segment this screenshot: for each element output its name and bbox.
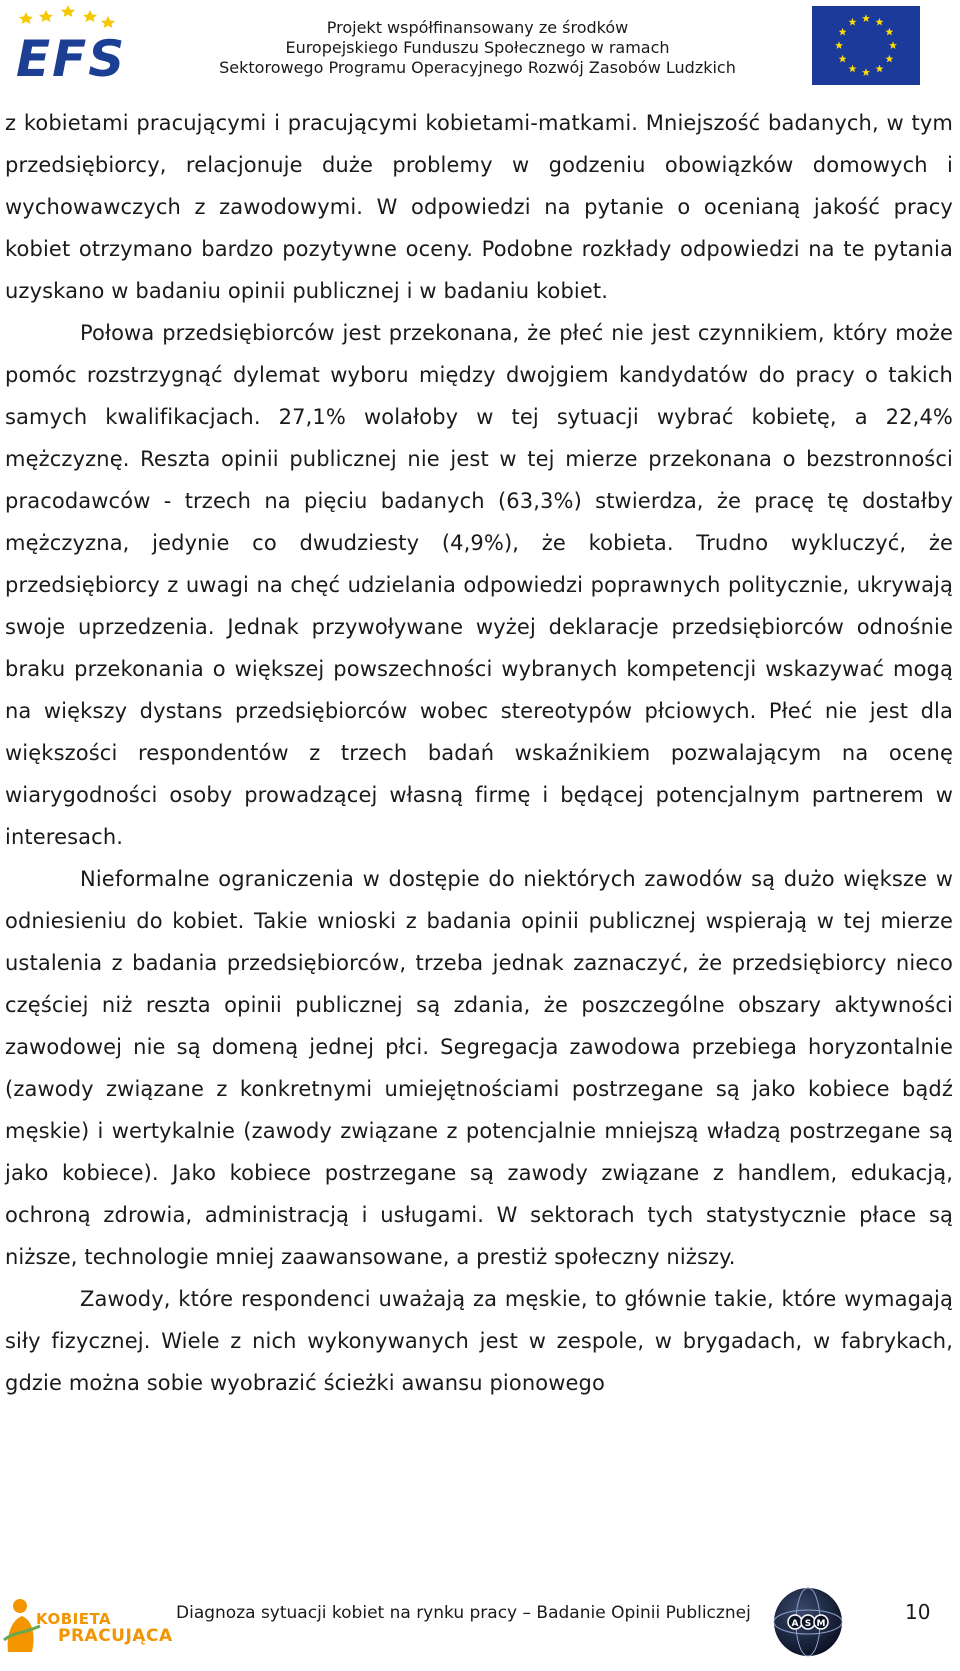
- asm-globe-icon: [772, 1586, 844, 1658]
- paragraph: z kobietami pracującymi i pracującymi kobietami-matkami. Mniejszość badanych, w tym przedsiębiorcy, relacjonuje duże problemy w godzeniu obowiązków domowych i wychowawczych z zawodowymi. W odpowiedzi na pytanie o ocenianą jakość pracy kobiet otrzymano bardzo pozytywne oceny. Podobne rozkłady odpowiedzi na te pytania uzyskano w badaniu opinii publicznej i w badaniu kobiet.: [5, 111, 953, 303]
- kp-logo-line2: PRACUJĄCA: [58, 1626, 173, 1646]
- page-number: 10: [905, 1600, 931, 1624]
- kobieta-pracujaca-logo: [2, 1596, 173, 1656]
- header-project-text: [190, 18, 765, 78]
- eu-star-icon: [862, 68, 870, 76]
- footer-title: Diagnoza sytuacji kobiet na rynku pracy – Badanie Opinii Publicznej: [176, 1603, 751, 1623]
- paragraph: Nieformalne ograniczenia w dostępie do niektórych zawodów są dużo większe w odniesieniu do kobiet. Takie wnioski z badania opinii publicznej wspierają w tej mierze ustalenia z badania przedsiębiorców, trzeba jednak zaznaczyć, że przedsiębiorcy nieco częściej niż reszta opinii publicznej są zdania, że poszczególne obszary aktywności zawodowej nie są domeną jednej płci. Segregacja zawodowa przebiega horyzontalnie (zawody związane z konkretnymi umiejętnościami postrzegane są jako kobiece bądź męskie) i wertykalnie (zawody związane z potencjalnie mniejszą władzą postrzegane są jako kobiece). Jako kobiece postrzegane są zawody związane z handlem, edukacją, ochroną zdrowia, administracją i usługami. W sektorach tych statystycznie płace są niższe, technologie mniej zaawansowane, a prestiż społeczny niższy.: [5, 867, 953, 1269]
- page-header: [0, 0, 960, 92]
- eu-star-icon: [839, 55, 847, 63]
- eu-star-icon: [835, 41, 843, 49]
- efs-logo-text: EFS: [16, 30, 127, 88]
- document-body: [5, 102, 953, 1404]
- efs-logo: [12, 4, 142, 86]
- kp-logo-line1: KOBIETA: [36, 1610, 112, 1628]
- paragraph: Zawody, które respondenci uważają za męskie, to głównie takie, które wymagają siły fizycznej. Wiele z nich wykonywanych jest w zespole, w brygadach, w fabrykach, gdzie można sobie wyobrazić ścieżki awansu pionowego: [5, 1287, 953, 1395]
- eu-star-icon: [862, 14, 870, 22]
- eu-star-icon: [839, 28, 847, 36]
- eu-flag-icon: [812, 6, 920, 85]
- eu-star-icon: [889, 41, 897, 49]
- header-line: Sektorowego Programu Operacyjnego Rozwój Zasobów Ludzkich: [219, 58, 736, 77]
- eu-star-icon: [876, 65, 884, 73]
- asm-letter: M: [816, 1619, 826, 1629]
- eu-star-icon: [849, 65, 857, 73]
- header-line: Projekt współfinansowany ze środków: [326, 18, 629, 37]
- asm-letter-a: A: [791, 1619, 799, 1629]
- header-line: Europejskiego Funduszu Społecznego w ramach: [285, 38, 670, 57]
- eu-star-icon: [885, 55, 893, 63]
- eu-star-icon: [849, 18, 857, 26]
- page-footer: [0, 1580, 960, 1671]
- asm-letter: S: [804, 1619, 812, 1629]
- eu-star-icon: [876, 18, 884, 26]
- eu-star-icon: [885, 28, 893, 36]
- paragraph: Połowa przedsiębiorców jest przekonana, że płeć nie jest czynnikiem, który może pomóc rozstrzygnąć dylemat wyboru między dwojgiem kandydatów do pracy o takich samych kwalifikacjach. 27,1% wolałoby w tej sytuacji wybrać kobietę, a 22,4% mężczyznę. Reszta opinii publicznej nie jest w tej mierze przekonana o bezstronności pracodawców - trzech na pięciu badanych (63,3%) stwierdza, że pracę tę dostałby mężczyzna, jedynie co dwudziesty (4,9%), że kobieta. Trudno wykluczyć, że przedsiębiorcy z uwagi na chęć udzielania odpowiedzi poprawnych politycznie, ukrywają swoje uprzedzenia. Jednak przywoływane wyżej deklaracje przedsiębiorców odnośnie braku przekonania o większej powszechności wybranych kompetencji wskazywać mogą na większy dystans przedsiębiorców wobec stereotypów płciowych. Płeć nie jest dla większości respondentów z trzech badań wskaźnikiem pozwalającym na ocenę wiarygodności osoby prowadzącej własną firmę i będącej potencjalnym partnerem w interesach.: [5, 321, 953, 849]
- asm-logo: [772, 1586, 844, 1658]
